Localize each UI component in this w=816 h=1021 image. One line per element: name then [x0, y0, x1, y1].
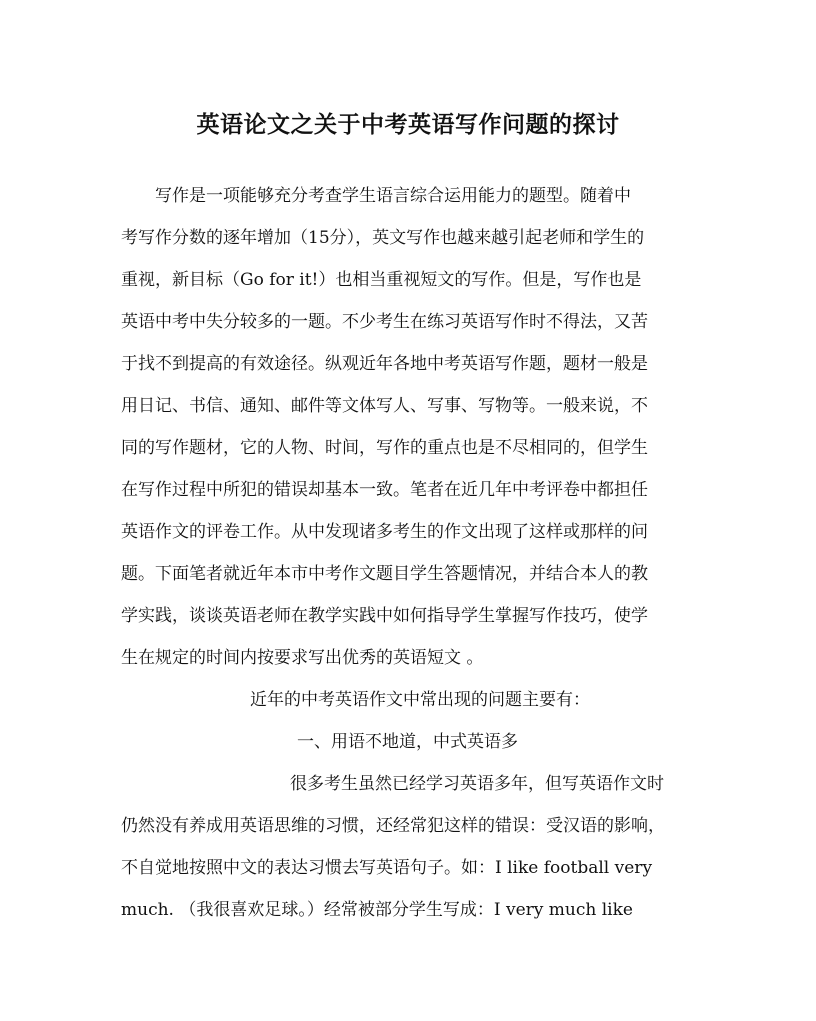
body-line-5: 于找不到提高的有效途径。纵观近年各地中考英语写作题，题材一般是 [121, 354, 648, 374]
document-title: 英语论文之关于中考英语写作问题的探讨 [196, 111, 620, 138]
body-line-6: 用日记、书信、通知、邮件等文体写人、写事、写物等。一般来说，不 [121, 396, 648, 416]
body-line-1: 写作是一项能够充分考查学生语言综合运用能力的题型。随着中 [121, 186, 631, 206]
body-line-2: 考写作分数的逐年增加（15分），英文写作也越来越引起老师和学生的 [121, 228, 645, 248]
body-line-15: 不自觉地按照中文的表达习惯去写英语句子。如：I like football very [121, 858, 653, 878]
body-line-8: 在写作过程中所犯的错误却基本一致。笔者在近几年中考评卷中都担任 [121, 480, 648, 500]
section-heading-1: 一、用语不地道，中式英语多 [297, 732, 518, 752]
body-line-9: 英语作文的评卷工作。从中发现诸多考生的作文出现了这样或那样的问 [121, 522, 648, 542]
body-line-14: 仍然没有养成用英语思维的习惯，还经常犯这样的错误：受汉语的影响， [121, 816, 665, 836]
section-intro: 近年的中考英语作文中常出现的问题主要有： [250, 690, 590, 710]
body-line-11: 学实践，谈谈英语老师在教学实践中如何指导学生掌握写作技巧，使学 [121, 606, 648, 626]
body-line-16: much. （我很喜欢足球。）经常被部分学生写成：I very much like [121, 900, 633, 920]
body-line-4: 英语中考中失分较多的一题。不少考生在练习英语写作时不得法，又苦 [121, 312, 648, 332]
body-line-3: 重视，新目标（Go for it!）也相当重视短文的写作。但是，写作也是 [121, 270, 642, 290]
body-line-10: 题。下面笔者就近年本市中考作文题目学生答题情况，并结合本人的教 [121, 564, 648, 584]
body-line-13: 很多考生虽然已经学习英语多年，但写英语作文时 [290, 774, 664, 794]
body-line-7: 同的写作题材，它的人物、时间，写作的重点也是不尽相同的，但学生 [121, 438, 648, 458]
body-line-12: 生在规定的时间内按要求写出优秀的英语短文 。 [121, 648, 484, 668]
